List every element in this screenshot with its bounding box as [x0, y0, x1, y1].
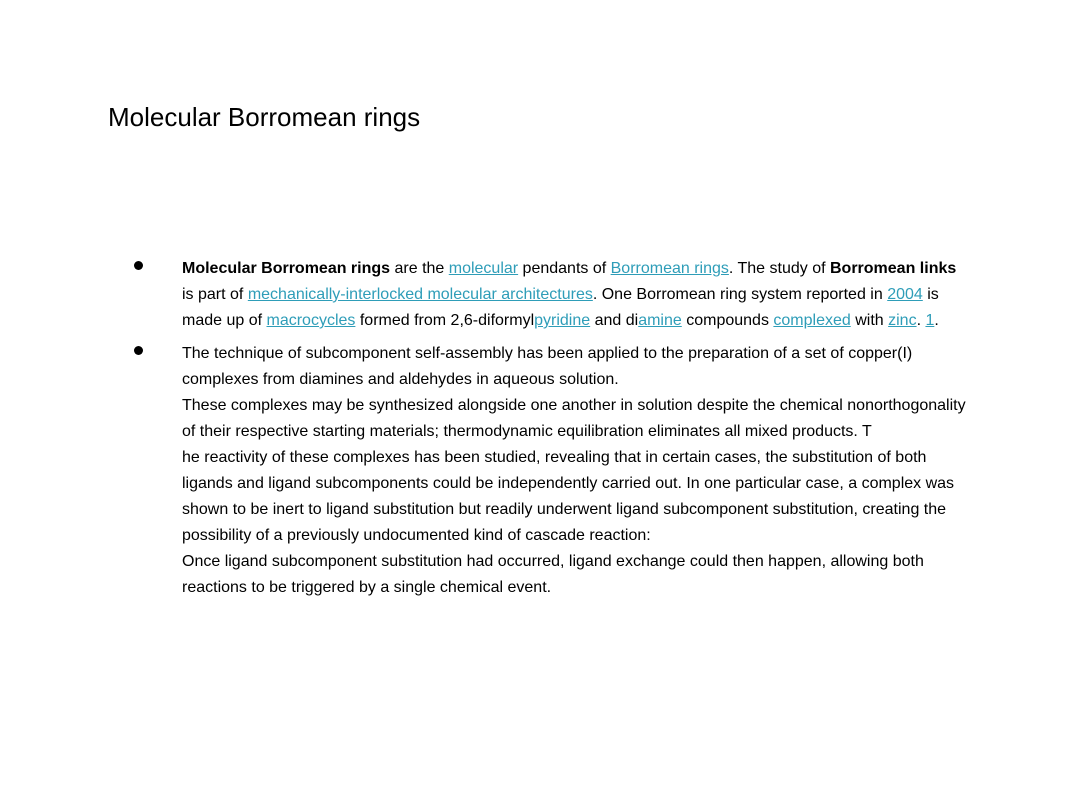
link-borromean-rings[interactable]: Borromean rings: [610, 260, 729, 277]
bold-term: Borromean links: [830, 260, 957, 277]
bullet-dot-icon: [134, 261, 143, 270]
text-segment: is made up of: [182, 286, 939, 329]
link-2004[interactable]: 2004: [887, 286, 923, 303]
text-segment: is part of: [182, 286, 248, 303]
link-complexed[interactable]: complexed: [773, 312, 851, 329]
bullet-item-borromean-rings: [182, 256, 972, 334]
text-segment: and di: [590, 312, 639, 329]
text-segment: with: [850, 312, 889, 329]
link-molecular[interactable]: molecular: [448, 260, 519, 277]
bullet-list: [182, 256, 972, 608]
link-macrocycles[interactable]: macrocycles: [266, 312, 356, 329]
bold-term: Molecular Borromean rings: [182, 260, 391, 277]
paragraph-line: The technique of subcomponent self-assembly has been applied to the preparation of a set of copper(I) complexes from diamines and aldehydes in aqueous solution.: [182, 345, 913, 388]
link-zinc[interactable]: zinc: [888, 312, 917, 329]
slide-title: Molecular Borromean rings: [108, 102, 421, 132]
link-amine[interactable]: amine: [638, 312, 682, 329]
text-segment: . The study of: [728, 260, 830, 277]
bullet-item-subcomponent-self-assembly: [182, 341, 972, 601]
text-segment: formed from 2,6-diformyl: [355, 312, 535, 329]
link-reference-1[interactable]: 1: [925, 312, 935, 329]
paragraph-line: Once ligand subcomponent substitution had occurred, ligand exchange could then happen, allowing both reactions to be triggered by a single chemical event.: [182, 553, 924, 596]
text-segment: compounds: [681, 312, 774, 329]
link-mechanically-interlocked[interactable]: mechanically-interlocked molecular architectures: [247, 286, 593, 303]
link-pyridine[interactable]: pyridine: [534, 312, 591, 329]
paragraph-line: These complexes may be synthesized alongside one another in solution despite the chemical nonorthogonality of their respective starting materials; thermodynamic equilibration eliminates all mixed products. T: [182, 397, 966, 440]
bullet-dot-icon: [134, 346, 143, 355]
text-segment: are the: [390, 260, 449, 277]
text-segment: pendants of: [518, 260, 611, 277]
text-segment: . One Borromean ring system reported in: [592, 286, 888, 303]
paragraph-line: he reactivity of these complexes has been studied, revealing that in certain cases, the substitution of both ligands and ligand subcomponents could be independently carried out. In one particular case, a complex was shown to be inert to ligand substitution but readily underwent ligand subcomponent substitution, creating the possibility of a previously undocumented kind of cascade reaction:: [182, 449, 955, 544]
text-segment: .: [934, 312, 939, 329]
text-segment: .: [916, 312, 926, 329]
